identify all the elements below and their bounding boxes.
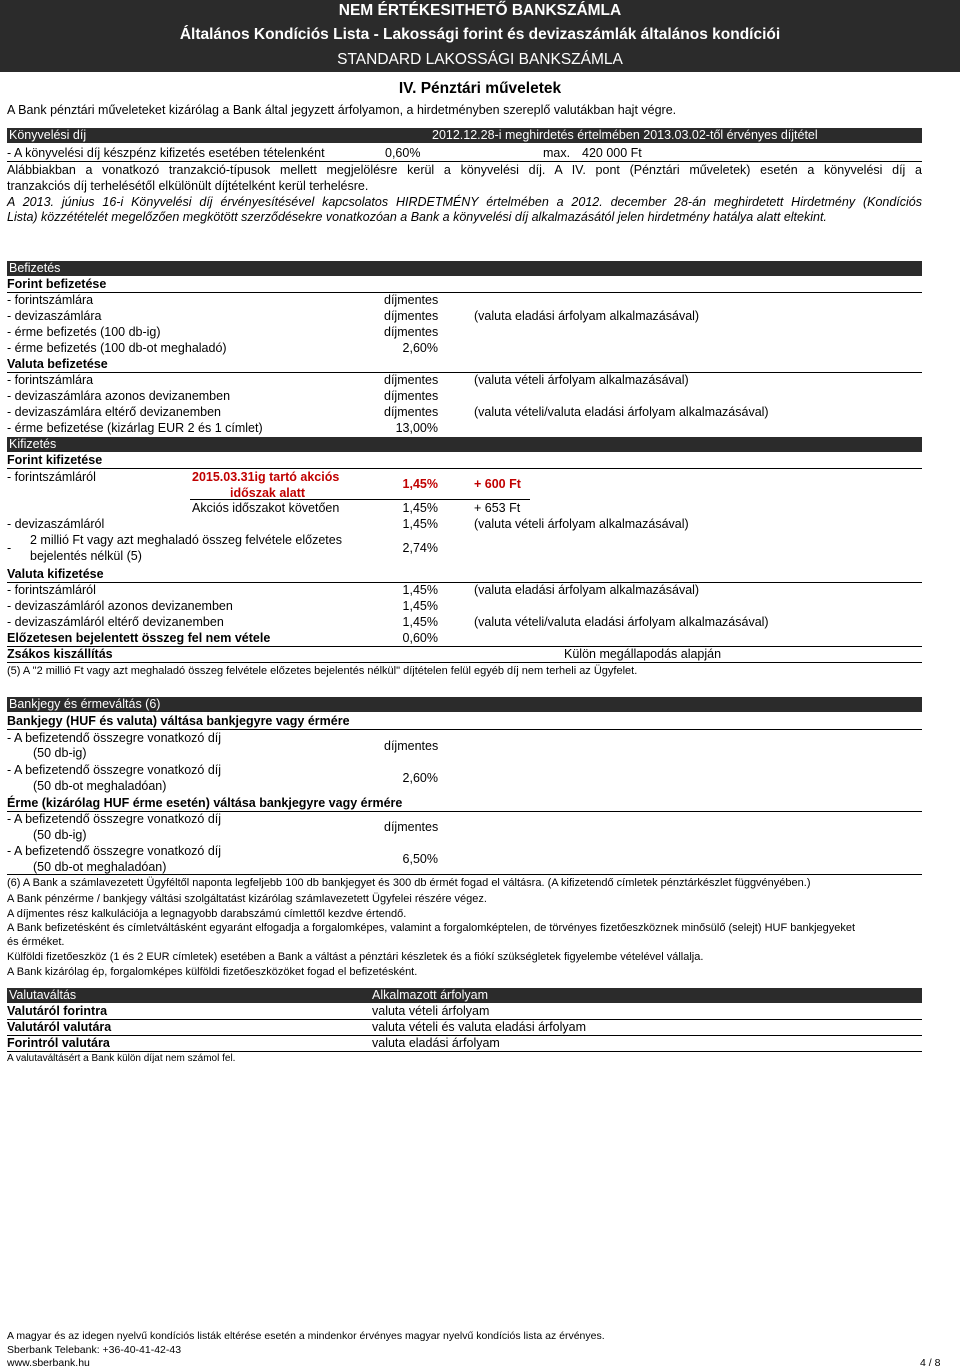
row-label: - devizaszámláról azonos devizanemben <box>7 599 233 613</box>
utan-value: 1,45% <box>402 501 438 515</box>
akcio-value: 1,45% <box>402 477 438 491</box>
row-value: díjmentes <box>384 389 439 403</box>
footer-disclaimer: A magyar és az idegen nyelvű kondíciós listák eltérése esetén a mindenkor érvényes magyar nyelvű kondíciós lista az érvényes. <box>7 1330 605 1342</box>
divider <box>7 874 922 875</box>
row-note: (valuta vételi/valuta eladási árfolyam alkalmazásával) <box>474 615 769 629</box>
deviza-note: (valuta vételi árfolyam alkalmazásával) <box>474 517 689 531</box>
konyvelesi-row-value: 0,60% <box>385 146 421 160</box>
valutavaltas-row-value: valuta vételi árfolyam <box>372 1004 490 1018</box>
bankjegy-note: és érméket. <box>7 936 65 948</box>
valutavaltas-row-value: valuta vételi és valuta eladási árfolyam <box>372 1020 587 1034</box>
row-value: 13,00% <box>395 421 438 435</box>
valuta-kifizetes-title: Valuta kifizetése <box>7 567 922 583</box>
konyvelesi-para1-line1: Alábbiakban a vonatkozó tranzakció-típusok mellett megjelölésre kerül a könyvelési díj. A IV. pont (Pénztári műveletek) esetén a könyvelési díj a <box>7 163 922 177</box>
row-line-1: - A befizetendő összegre vonatkozó díj <box>7 844 222 858</box>
millio-line-2: bejelentés nélkül (5) <box>30 549 142 563</box>
row-line-2: (50 db-ot meghaladóan) <box>33 860 167 874</box>
valutavaltas-row-value: valuta eladási árfolyam <box>372 1036 500 1050</box>
bankjegy-note: A díjmentes rész kalkulációja a legnagyobb darabszámú címlettől kezdve értendő. <box>7 908 407 920</box>
row-label: - devizaszámlára azonos devizanemben <box>7 389 231 403</box>
befizetes-bar <box>7 261 922 276</box>
row-note: (valuta eladási árfolyam alkalmazásával) <box>474 309 700 323</box>
konyvelesi-para2-line2: Lista) közzétételét megelőzően megkötött szerződésekre vonatkozóan a Bank a könyvelési díj alkalmazásától jelen hirdetmény hatálya alatt eltekint. <box>7 210 827 224</box>
footer-website[interactable]: www.sberbank.hu <box>7 1357 90 1369</box>
konyvelesi-bar <box>7 128 922 143</box>
row-label: - érme befizetése (kizárlag EUR 2 és 1 címlet) <box>7 421 263 435</box>
forint-kifizetes-title: Forint kifizetése <box>7 453 922 469</box>
bankjegy-sub-1: Bankjegy (HUF és valuta) váltása bankjegyre vagy érmére <box>7 714 922 730</box>
bankjegy-note: A Bank befizetésként és címletváltásként egyaránt elfogadja a forgalomképes, valamint a forgalomképtelen, de törvényes fizetőeszköznek minősülő (selejt) HUF bankjegyeket <box>7 922 856 934</box>
row-value: díjmentes <box>384 325 439 339</box>
forintszamlarol-label: - forintszámláról <box>7 470 96 484</box>
header-line-3: STANDARD LAKOSSÁGI BANKSZÁMLA <box>337 51 623 68</box>
row-label: - érme befizetés (100 db-ig) <box>7 325 161 339</box>
row-value: díjmentes <box>384 820 439 834</box>
akcio-divider <box>190 499 530 500</box>
row-value: 6,50% <box>402 852 438 866</box>
forint-befizetes-title: Forint befizetése <box>7 277 922 293</box>
bankjegy-note: A Bank kizárólag ép, forgalomképes külföldi fizetőeszközöket fogad el befizetésként. <box>7 966 418 978</box>
row-note: (valuta vételi árfolyam alkalmazásával) <box>474 373 689 387</box>
zsakos-value: Külön megállapodás alapján <box>564 647 722 661</box>
bankjegy-note: A Bank pénzérme / bankjegy váltási szolgáltatást kizárólag számlavezetett Ügyfelei részére végez. <box>7 893 487 905</box>
utan-fee: + 653 Ft <box>474 501 521 515</box>
page-number: 4 / 8 <box>920 1357 941 1369</box>
millio-dash: - <box>7 541 12 555</box>
footnote-5: (5) A "2 millió Ft vagy azt meghaladó összeg felvétele előzetes bejelentés nélkül" díjtételen felül egyéb díj nem terheli az Ügyfelet. <box>7 665 638 677</box>
row-value: díjmentes <box>384 405 439 419</box>
row-label: - érme befizetés (100 db-ot meghaladó) <box>7 341 227 355</box>
kifizetes-title: Kifizetés <box>9 437 57 451</box>
row-label: - devizaszámláról eltérő devizanemben <box>7 615 224 629</box>
valutavaltas-row-label: Valutáról valutára <box>7 1020 922 1036</box>
row-value: 1,45% <box>402 615 438 629</box>
header-line-2: Általános Kondíciós Lista - Lakossági forint és devizaszámlák általános kondíciói <box>179 26 781 43</box>
header-line-1: NEM ÉRTÉKESITHETŐ BANKSZÁMLA <box>338 2 622 19</box>
valuta-befizetes-title: Valuta befizetése <box>7 357 922 373</box>
zsakos-label: Zsákos kiszállítás <box>7 647 922 663</box>
row-label: - forintszámlára <box>7 373 94 387</box>
row-value: díjmentes <box>384 373 439 387</box>
befizetes-title: Befizetés <box>9 261 61 275</box>
valutavaltas-title: Valutaváltás <box>9 988 77 1002</box>
row-value: 1,45% <box>402 583 438 597</box>
bankjegy-title: Bankjegy és érmeváltás (6) <box>9 697 161 711</box>
akcio-line-1: 2015.03.31ig tartó akciós <box>192 470 340 484</box>
valutavaltas-row-label: Forintról valutára <box>7 1036 922 1052</box>
millio-line-1: 2 millió Ft vagy azt meghaladó összeg felvétele előzetes <box>30 533 342 547</box>
section-title: IV. Pénztári műveletek <box>398 80 562 97</box>
row-label: - devizaszámlára eltérő devizanemben <box>7 405 221 419</box>
row-line-2: (50 db-ig) <box>33 746 87 760</box>
konyvelesi-row-max-value: 420 000 Ft <box>582 146 642 160</box>
kifizetes-bar <box>7 437 922 452</box>
footer-telebank: Sberbank Telebank: +36-40-41-42-43 <box>7 1344 182 1356</box>
valutavaltas-row-label: Valutáról forintra <box>7 1004 922 1020</box>
row-line-1: - A befizetendő összegre vonatkozó díj <box>7 763 222 777</box>
elozetes-value: 0,60% <box>402 631 438 645</box>
row-note: (valuta eladási árfolyam alkalmazásával) <box>474 583 700 597</box>
bankjegy-note: (6) A Bank a számlavezetett Ügyféltől naponta legfeljebb 100 db bankjegyet és 300 db érmét fogad el váltásra. (A kifizetendő címletek pénztárkészlet függvényében.) <box>7 877 811 889</box>
row-label: - forintszámláról <box>7 583 96 597</box>
valutavaltas-bar <box>7 988 922 1003</box>
akcio-line-2: időszak alatt <box>230 486 306 500</box>
konyvelesi-row-label: - A könyvelési díj készpénz kifizetés esetében tételenként <box>7 146 325 160</box>
row-line-2: (50 db-ig) <box>33 828 87 842</box>
row-label: - forintszámlára <box>7 293 94 307</box>
konyvelesi-para1-line2: tranzakciós díj terhelésétől elkülönült díjtételként kerül terhelésre. <box>7 179 369 193</box>
deviza-value: 1,45% <box>402 517 438 531</box>
row-value: díjmentes <box>384 739 439 753</box>
row-line-1: - A befizetendő összegre vonatkozó díj <box>7 731 222 745</box>
bankjegy-note: Külföldi fizetőeszköz (1 és 2 EUR címletek) esetében a Bank a váltást a pénztári készletek és a fiókí szükségletek figyelembe vételével vállalja. <box>7 951 704 963</box>
row-value: 2,60% <box>402 341 438 355</box>
deviza-label: - devizaszámláról <box>7 517 105 531</box>
row-note: (valuta vételi/valuta eladási árfolyam alkalmazásával) <box>474 405 769 419</box>
bankjegy-bar <box>7 697 922 712</box>
konyvelesi-para2-line1: A 2013. június 16-i Könyvelési díj érvényesítésével kapcsolatos HIRDETMÉNY értelmében a 2012. december 28-án meghirdetett Hirdetmény (Kondíciós <box>7 195 922 209</box>
konyvelesi-title: Könyvelési díj <box>9 128 87 142</box>
utan-label: Akciós időszakot követően <box>192 501 340 515</box>
valutavaltas-note: A valutaváltásért a Bank külön díjat nem számol fel. <box>7 1053 236 1064</box>
row-line-2: (50 db-ot meghaladóan) <box>33 779 167 793</box>
elozetes-label: Előzetesen bejelentett összeg fel nem vétele <box>7 631 922 647</box>
konyvelesi-effective: 2012.12.28-i meghirdetés értelmében 2013.03.02-től érvényes díjtétel <box>432 128 818 142</box>
millio-value: 2,74% <box>402 541 438 555</box>
row-value: 2,60% <box>402 771 438 785</box>
divider <box>7 161 922 162</box>
bankjegy-sub-2: Érme (kizárólag HUF érme esetén) váltása bankjegyre vagy érmére <box>7 796 922 812</box>
konyvelesi-row-max: max. <box>543 146 571 160</box>
valutavaltas-col-header: Alkalmazott árfolyam <box>372 988 489 1002</box>
row-value: 1,45% <box>402 599 438 613</box>
row-value: díjmentes <box>384 293 439 307</box>
intro-text: A Bank pénztári műveleteket kizárólag a Bank által jegyzett árfolyamon, a hirdetményben szereplő valutákban hajt végre. <box>7 103 677 117</box>
akcio-fee: + 600 Ft <box>474 477 521 491</box>
row-line-1: - A befizetendő összegre vonatkozó díj <box>7 812 222 826</box>
row-label: - devizaszámlára <box>7 309 102 323</box>
row-value: díjmentes <box>384 309 439 323</box>
